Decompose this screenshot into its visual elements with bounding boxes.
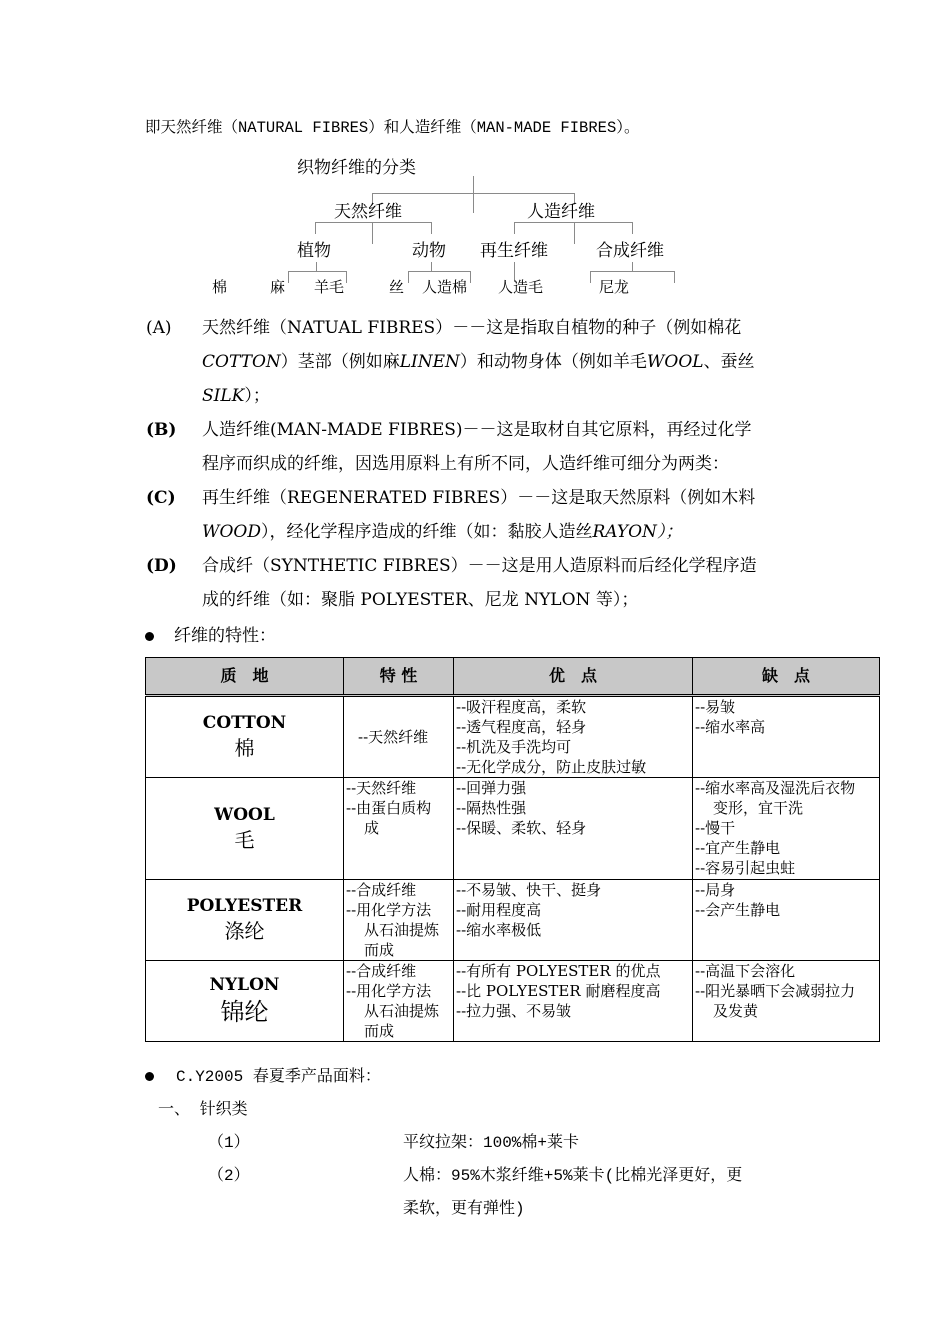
intro-line: 即天然纤维（NATURAL FIBRES）和人造纤维（MAN-MADE FIBRES）。 — [145, 119, 640, 137]
tree-leaf: 丝 — [389, 278, 405, 296]
tree-line — [315, 222, 316, 234]
item-number: （2） — [208, 1167, 250, 1185]
tree-leaf: 尼龙 — [599, 278, 630, 296]
cell-text: --缩水率极低 — [456, 921, 542, 939]
material-cell — [146, 778, 344, 880]
cell-text: --天然纤维 — [346, 779, 417, 797]
para-b — [146, 413, 812, 481]
cell-text: --用化学方法 — [346, 901, 432, 919]
header-material: 质 地 — [146, 658, 344, 696]
para-a — [146, 311, 812, 413]
material-cn: 涤纶 — [224, 919, 265, 943]
cell-text: --局身 — [695, 881, 736, 899]
para-text: ）茎部（例如麻 — [280, 352, 400, 372]
material-cn: 锦纶 — [220, 998, 269, 1026]
item-text: 柔软，更有弹性) — [403, 1200, 525, 1218]
tree-line — [632, 222, 633, 234]
material-cell — [146, 961, 344, 1042]
cell-text: 而成 — [364, 1022, 395, 1040]
para-text: 再生纤维（REGENERATED FIBRES）－－这是取天然原料（例如木料 — [202, 488, 756, 508]
tree-line — [473, 176, 474, 213]
para-text: SILK — [202, 386, 245, 406]
cell-text: 而成 — [364, 941, 395, 959]
traits-cell — [344, 961, 454, 1042]
para-text: 人造纤维(MAN-MADE FIBRES)－－这是取材自其它原料，再经过化学 — [202, 420, 752, 440]
cell-text: --合成纤维 — [346, 962, 417, 980]
material-en: COTTON — [202, 713, 287, 733]
props-heading: 纤维的特性： — [174, 626, 276, 646]
tree-line — [632, 262, 633, 272]
cell-text: --会产生静电 — [695, 901, 781, 919]
para-text: 程序而织成的纤维，因选用原料上有所不同，人造纤维可细分为两类： — [202, 454, 729, 474]
tree-leaf: 人造毛 — [498, 278, 544, 296]
bullet-icon — [145, 1072, 154, 1081]
material-cell — [146, 696, 344, 778]
cell-text: 及发黄 — [713, 1002, 759, 1020]
season-heading: C.Y2005 春夏季产品面料： — [176, 1068, 381, 1086]
material-en: WOOL — [214, 804, 275, 825]
para-a-label: (A) — [146, 318, 172, 338]
tree-line — [514, 222, 632, 223]
bullet-icon — [145, 632, 154, 641]
cell-text: --机洗及手洗均可 — [456, 738, 572, 756]
cell-text: --天然纤维 — [358, 728, 429, 746]
cell-text: --缩水率高及湿洗后衣物 — [695, 779, 856, 797]
header-cons: 缺 点 — [693, 658, 880, 696]
tree-line — [431, 262, 432, 272]
table-row — [146, 880, 880, 961]
tree-natural: 天然纤维 — [334, 202, 402, 222]
cell-text: --保暖、柔软、轻身 — [456, 819, 587, 837]
tree-line — [431, 222, 432, 234]
para-text: WOOD — [202, 522, 261, 542]
tree-line — [408, 271, 409, 283]
cell-text: --宜产生静电 — [695, 839, 781, 857]
cell-text: 变形，宜干洗 — [713, 799, 804, 817]
pros-cell — [454, 880, 693, 961]
table-row — [146, 961, 880, 1042]
table-row — [146, 778, 880, 880]
para-text: WOOL — [646, 352, 704, 372]
tree-leaf: 麻 — [270, 278, 286, 296]
cell-text: 成 — [364, 819, 380, 837]
tree-line — [514, 222, 515, 234]
traits-cell — [344, 880, 454, 961]
header-pros: 优 点 — [454, 658, 693, 696]
tree-leaf: 棉 — [212, 278, 228, 296]
cell-text: --高温下会溶化 — [695, 962, 796, 980]
knit-heading: 一、 针织类 — [158, 1101, 248, 1119]
cell-text: --回弹力强 — [456, 779, 527, 797]
cons-cell — [693, 778, 880, 880]
tree-manmade: 人造纤维 — [527, 202, 595, 222]
cell-text: --缩水率高 — [695, 718, 766, 736]
cell-text: --易皱 — [695, 698, 736, 716]
item-number: （1） — [208, 1134, 250, 1152]
tree-line — [315, 222, 431, 223]
material-en: NYLON — [209, 975, 280, 995]
para-text: 成的纤维（如：聚脂 POLYESTER、尼龙 NYLON 等）； — [202, 590, 639, 610]
material-cell — [146, 880, 344, 961]
para-text: 、蚕丝 — [703, 352, 755, 372]
tree-line — [288, 271, 346, 272]
cell-text: --有所有 POLYESTER 的优点 — [456, 962, 661, 980]
pros-cell — [454, 778, 693, 880]
para-text: 合成纤（SYNTHETIC FIBRES）－－这是用人造原料而后经化学程序造 — [202, 556, 757, 576]
tree-line — [674, 271, 675, 283]
material-en: POLYESTER — [186, 896, 303, 916]
tree-line — [470, 271, 471, 283]
material-cn: 毛 — [234, 827, 255, 852]
cell-text: 从石油提炼 — [364, 1002, 440, 1020]
para-text: ）和动物身体（例如羊毛 — [459, 352, 647, 372]
tree-title: 织物纤维的分类 — [297, 158, 416, 178]
para-d — [146, 549, 812, 617]
table-row — [146, 696, 880, 778]
cell-text: --耐用程度高 — [456, 901, 542, 919]
para-d-label: (D) — [146, 556, 177, 576]
header-traits: 特 性 — [344, 658, 454, 696]
item-text: 平纹拉架：100%棉+莱卡 — [403, 1134, 580, 1152]
tree-leaf: 人造棉 — [422, 278, 468, 296]
para-b-label: (B) — [146, 420, 177, 440]
para-text: RAYON）； — [592, 522, 683, 542]
para-text: LINEN — [399, 352, 460, 372]
tree-line — [288, 271, 289, 283]
cell-text: --隔热性强 — [456, 799, 527, 817]
para-text: ）； — [244, 386, 270, 406]
pros-cell — [454, 696, 693, 778]
traits-cell — [344, 696, 454, 778]
cell-text: 从石油提炼 — [364, 921, 440, 939]
para-c-label: (C) — [146, 488, 176, 508]
tree-line — [574, 222, 575, 244]
cell-text: --拉力强、不易皱 — [456, 1002, 572, 1020]
tree-line — [372, 222, 373, 244]
para-text: ），经化学程序造成的纤维（如：黏胶人造丝 — [260, 522, 593, 542]
traits-cell — [344, 778, 454, 880]
cell-text: --用化学方法 — [346, 982, 432, 1000]
material-cn: 棉 — [234, 736, 255, 760]
cell-text: --透气程度高，轻身 — [456, 718, 587, 736]
cons-cell — [693, 696, 880, 778]
cell-text: --慢干 — [695, 819, 736, 837]
tree-regenerated: 再生纤维 — [480, 241, 548, 261]
cell-text: --容易引起虫蛀 — [695, 859, 796, 877]
cell-text: --不易皱、快干、挺身 — [456, 881, 602, 899]
tree-line — [316, 262, 317, 272]
cell-text: --由蛋白质构 — [346, 799, 432, 817]
cell-text: --无化学成分，防止皮肤过敏 — [456, 758, 647, 776]
cell-text: --吸汗程度高，柔软 — [456, 698, 587, 716]
tree-line — [372, 193, 574, 194]
fiber-properties-table — [145, 657, 880, 1042]
para-c — [146, 481, 812, 549]
para-text: 天然纤维（NATUAL FIBRES）－－这是指取自植物的种子（例如棉花 — [202, 318, 742, 338]
cell-text: --阳光暴晒下会减弱拉力 — [695, 982, 856, 1000]
pros-cell — [454, 961, 693, 1042]
cell-text: --比 POLYESTER 耐磨程度高 — [456, 982, 661, 1000]
tree-leaf: 羊毛 — [314, 278, 345, 296]
tree-line — [346, 271, 347, 283]
tree-animal: 动物 — [412, 241, 446, 261]
cons-cell — [693, 961, 880, 1042]
tree-line — [590, 271, 591, 283]
tree-line — [408, 271, 470, 272]
item-text: 人棉：95%木浆纤维+5%莱卡(比棉光泽更好，更 — [403, 1167, 743, 1185]
cell-text: --合成纤维 — [346, 881, 417, 899]
tree-synthetic: 合成纤维 — [596, 241, 664, 261]
table-header-row — [146, 658, 880, 696]
para-text: COTTON — [202, 352, 281, 372]
tree-plant: 植物 — [297, 241, 331, 261]
cons-cell — [693, 880, 880, 961]
